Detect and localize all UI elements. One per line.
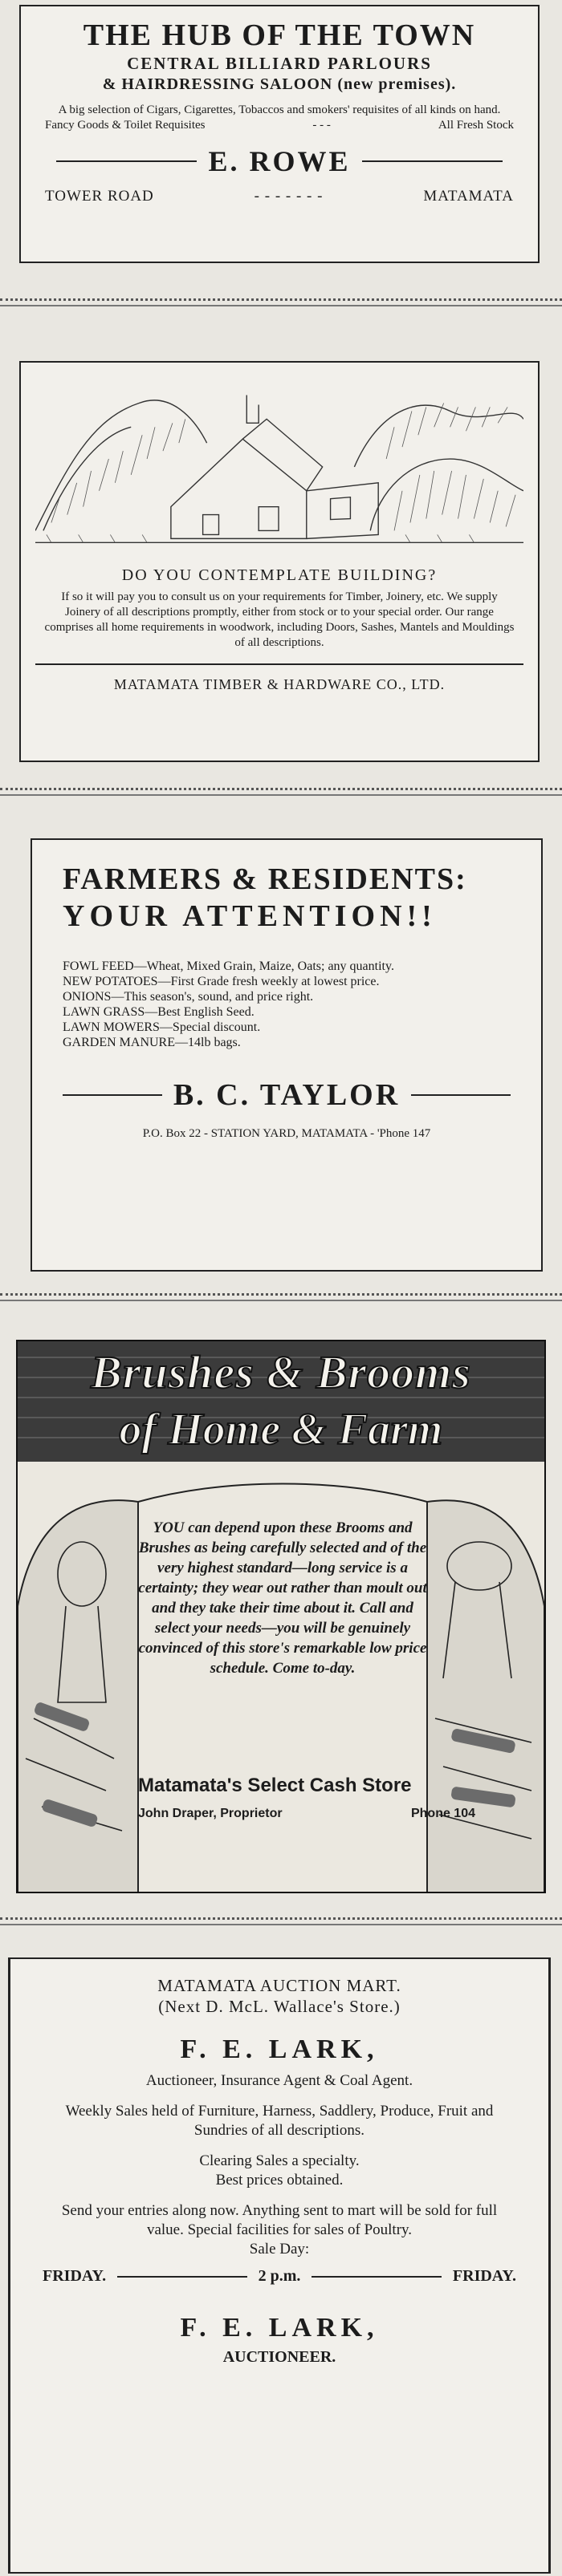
- ad1-address: [45, 188, 514, 205]
- divider: [0, 794, 562, 796]
- ad1-body1: A big selection of Cigars, Cigarettes, Tobaccos and smokers' requisites of all kinds on hand.: [58, 103, 501, 116]
- ad2-question: DO YOU CONTEMPLATE BUILDING?: [121, 566, 438, 584]
- ad4-proprietor: John Draper, Proprietor: [138, 1807, 283, 1820]
- ad5-name2: F. E. LARK,: [180, 2313, 379, 2343]
- ad4-phone: Phone 104: [410, 1807, 475, 1820]
- ad3-name-row: [63, 1077, 511, 1113]
- ad1-addr-dashes: - - - - - - -: [254, 188, 324, 205]
- list-item: LAWN MOWERS—Special discount.: [63, 1020, 261, 1034]
- ad5-title: MATAMATA AUCTION MART.: [157, 1976, 401, 1995]
- ad5-role: Auctioneer, Insurance Agent & Coal Agent.: [145, 2072, 413, 2089]
- ad1-rule-left: [56, 160, 197, 162]
- divider: [0, 1300, 562, 1301]
- ad4-banner1: [18, 1345, 544, 1401]
- ad3-heading2: YOUR ATTENTION!!: [63, 899, 437, 933]
- ad3-rule-right: [411, 1094, 511, 1096]
- ad5-time: 2 p.m.: [258, 2267, 301, 2285]
- ad1-body2-left: Fancy Goods & Toilet Requisites: [45, 119, 206, 132]
- ad3-address: P.O. Box 22 - STATION YARD, MATAMATA - 'Phone 147: [142, 1127, 431, 1140]
- ad5-day-right: FRIDAY.: [452, 2267, 517, 2285]
- tree-outline: [35, 400, 207, 531]
- divider: [0, 1917, 562, 1920]
- ad1-addr-left: TOWER ROAD: [45, 188, 154, 205]
- ad-brushes: [16, 1340, 546, 1893]
- list-item: LAWN GRASS—Best English Seed.: [63, 1005, 255, 1019]
- ad5-day-left: FRIDAY.: [43, 2267, 107, 2285]
- list-item: FOWL FEED—Wheat, Mixed Grain, Maize, Oats; any quantity.: [63, 959, 394, 973]
- ad5-day-row: [43, 2267, 516, 2286]
- chimney: [246, 396, 259, 424]
- ad5-p3: Send your entries along now. Anything sent to mart will be sold for full value. Special facilities for sales of Poultry.: [61, 2202, 498, 2238]
- list-item: ONIONS—This season's, sound, and price right.: [63, 990, 314, 1004]
- ad4-body: YOU can depend upon these Brooms and Brushes as being carefully selected and of the very highest standard—long service is a certainty; they wear out rather than moult out and they take their time about it. Call and select your needs—you will be genuinely convinced of this store's remarkable low price schedule. Come to-day.: [138, 1519, 427, 1677]
- ad5-sale-day: Sale Day:: [249, 2241, 310, 2258]
- ad1-rule-right: [362, 160, 503, 162]
- ad1-body2-dashes: - - -: [312, 119, 331, 132]
- list-item: GARDEN MANURE—14lb bags.: [63, 1036, 241, 1049]
- house-illustration: [35, 371, 523, 555]
- ad1-title: THE HUB OF THE TOWN: [83, 18, 476, 52]
- ad5-subtitle: (Next D. McL. Wallace's Store.): [158, 1997, 401, 2016]
- ad1-addr-right: MATAMATA: [423, 188, 514, 205]
- ad4-banner2: [18, 1404, 544, 1455]
- ad4-banner2-text: of Home & Farm: [119, 1405, 443, 1454]
- house-outline: [171, 439, 307, 538]
- ad3-name: B. C. TAYLOR: [173, 1078, 401, 1112]
- ad4-banner1-text: Brushes & Brooms: [91, 1346, 471, 1398]
- ad-lark: [8, 1957, 551, 2574]
- ad3-list: [63, 959, 511, 1050]
- divider: [0, 305, 562, 306]
- ad1-body2-right: All Fresh Stock: [438, 119, 514, 132]
- divider: [0, 788, 562, 790]
- ad2-body: If so it will pay you to consult us on your requirements for Timber, Joinery, etc. We supply Joinery of all descriptions promptly, either from stock or to your special order. Our range comprises all home requirements in woodwork, including Doors, Sashes, Mantels and Mouldings of all descriptions.: [44, 590, 515, 649]
- ad4-proprietor-row: [138, 1807, 475, 1821]
- divider: [0, 1293, 562, 1296]
- ad1-line3: & HAIRDRESSING SALOON (new premises).: [102, 75, 457, 93]
- ad3-heading1: FARMERS & RESIDENTS:: [63, 862, 467, 896]
- ad5-rule-right: [312, 2276, 442, 2278]
- ad2-firm: MATAMATA TIMBER & HARDWARE CO., LTD.: [35, 663, 523, 693]
- ad5-role2: AUCTIONEER.: [222, 2348, 336, 2366]
- ad4-store: Matamata's Select Cash Store: [138, 1775, 412, 1796]
- ad5-name: F. E. LARK,: [180, 2034, 379, 2064]
- divider: [0, 298, 562, 301]
- ad-taylor: [31, 838, 543, 1272]
- list-item: NEW POTATOES—First Grade fresh weekly at lowest price.: [63, 975, 380, 988]
- divider: [0, 1924, 562, 1925]
- ad1-body2: [45, 118, 514, 133]
- ad5-rule-left: [117, 2276, 247, 2278]
- ad5-p2a: Clearing Sales a specialty.: [199, 2152, 360, 2169]
- ad-rowe: [19, 5, 540, 263]
- ad5-p2b: Best prices obtained.: [215, 2172, 344, 2189]
- ad1-name: E. ROWE: [208, 145, 351, 177]
- ad1-name-row: [45, 144, 514, 178]
- ad5-p1: Weekly Sales held of Furniture, Harness, Saddlery, Produce, Fruit and Sundries of all descriptions.: [65, 2103, 494, 2139]
- ad3-rule-left: [63, 1094, 162, 1096]
- ad-timber: [19, 361, 540, 762]
- ad1-line2: CENTRAL BILLIARD PARLOURS: [127, 54, 432, 73]
